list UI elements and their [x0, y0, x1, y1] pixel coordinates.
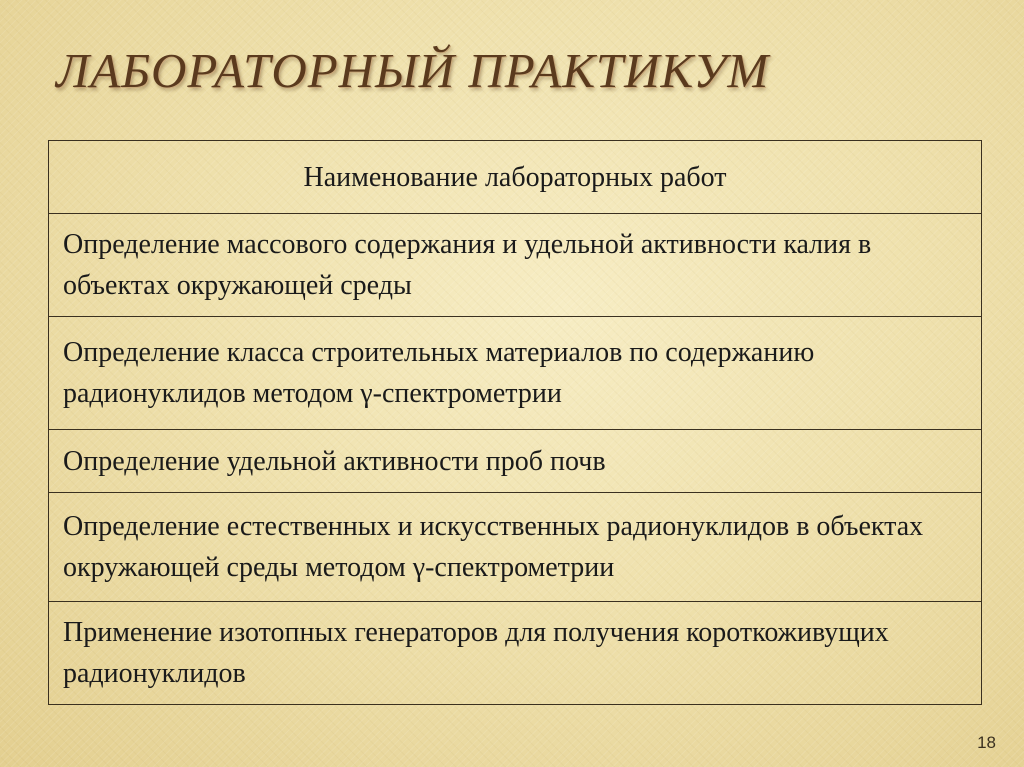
table-cell: Определение естественных и искусственных радионуклидов в объектах окружающей среды методом γ-спектрометрии — [49, 493, 982, 602]
table-header-cell: Наименование лабораторных работ — [49, 141, 982, 214]
page-number: 18 — [977, 733, 996, 752]
table-row — [49, 430, 982, 493]
table-cell: Определение класса строительных материалов по содержанию радионуклидов методом γ-спектрометрии — [49, 317, 982, 430]
table-row — [49, 317, 982, 430]
table-row — [49, 602, 982, 705]
slide-title: ЛАБОРАТОРНЫЙ ПРАКТИКУМ — [56, 43, 770, 98]
table-cell: Применение изотопных генераторов для получения короткоживущих радионуклидов — [49, 602, 982, 705]
table-row — [49, 493, 982, 602]
table-row — [49, 214, 982, 317]
table-cell: Определение массового содержания и удельной активности калия в объектах окружающей среды — [49, 214, 982, 317]
table-header-row — [49, 141, 982, 214]
table-cell: Определение удельной активности проб почв — [49, 430, 982, 493]
lab-works-table — [48, 140, 982, 705]
